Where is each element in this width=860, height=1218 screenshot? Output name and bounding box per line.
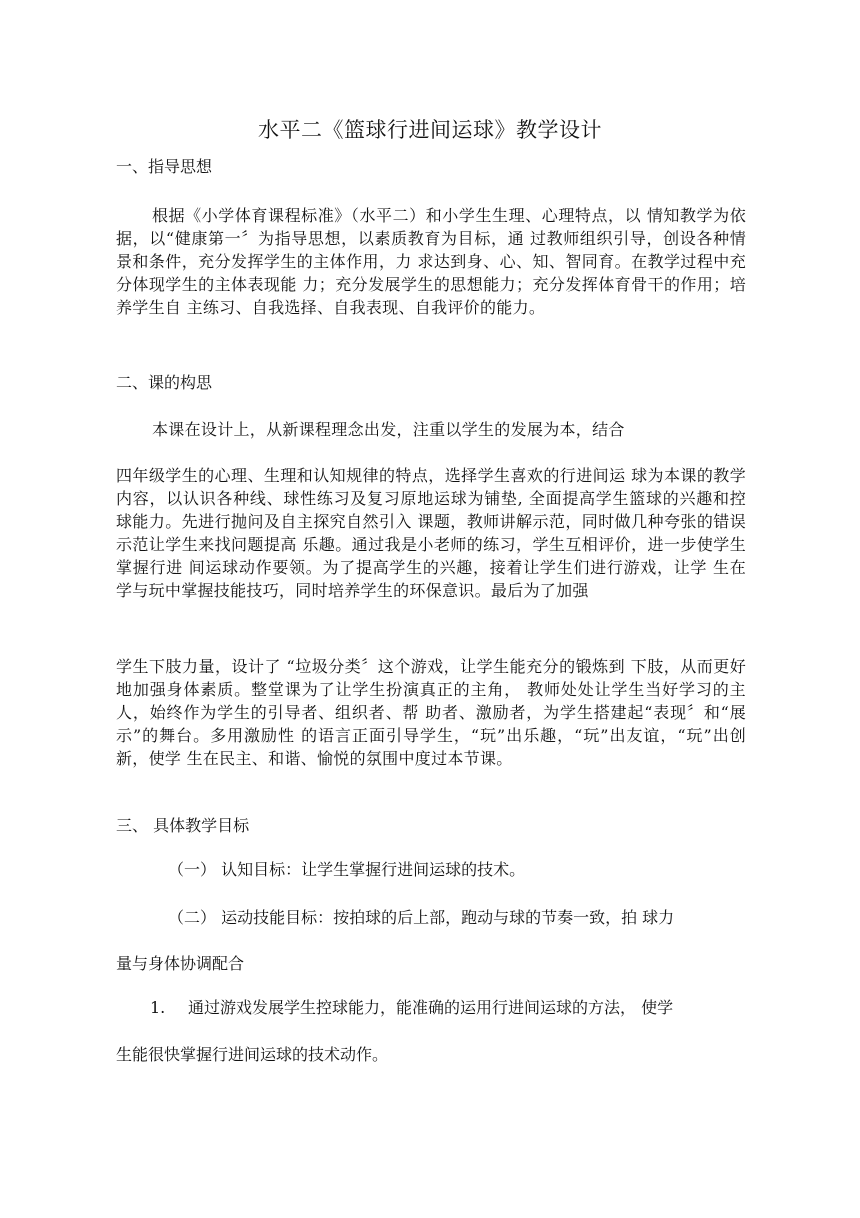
section-heading-guiding-ideology: 一、指导思想	[116, 157, 213, 176]
goal-motor-skill-line1: （二） 运动技能目标：按拍球的后上部，跑动与球的节奏一致，拍 球力	[168, 908, 675, 927]
paragraph-lesson-concept-body: 四年级学生的心理、生理和认知规律的特点，选择学生喜欢的行进间运 球为本课的教学内容，以认识各种线、球性练习及复习原地运球为铺垫, 全面提高学生篮球的兴趣和控球能力。先进行抛问及自主探究自然引入 课题，教师讲解示范，同时做几种夸张的错误示范让学生来找问题提高 乐趣。通过我是小老师的练习，学生互相评价，进一步使学生掌握行进 间运球动作要领。为了提高学生的兴趣，接着让学生们进行游戏，让学 生在学与玩中掌握技能技巧，同时培养学生的环保意识。最后为了加强	[116, 466, 746, 600]
goal-cognitive: （一） 认知目标：让学生掌握行进间运球的技术。	[168, 860, 526, 879]
paragraph-guiding-ideology: 根据《小学体育课程标准》（水平二）和小学生生理、心理特点，以 情知教学为依据，以“健康第一〞为指导思想，以素质教育为目标，通 过教师组织引导，创设各种情景和条件，充分发挥学生的主体作用，力 求达到身、心、知、智同育。在教学过程中充分体现学生的主体表现能 力；充分发展学生的思想能力；充分发挥体育骨干的作用；培养学生自 主练习、自我选择、自我表现、自我评价的能力。	[116, 206, 746, 317]
goal-motor-skill-line2: 量与身体协调配合	[116, 954, 245, 973]
section-heading-lesson-concept: 二、课的构思	[116, 373, 213, 392]
list-item-text-line1: 通过游戏发展学生控球能力，能准确的运用行进间运球的方法， 使学	[188, 998, 674, 1017]
list-item-number: 1.	[150, 998, 166, 1017]
paragraph-lesson-concept-intro: 本课在设计上，从新课程理念出发，注重以学生的发展为本，结合	[152, 420, 625, 439]
section-heading-teaching-goals: 三、 具体教学目标	[116, 816, 250, 835]
document-title: 水平二《篮球行进间运球》教学设计	[258, 118, 602, 142]
paragraph-lesson-concept-continued: 学生下肢力量，设计了 “垃圾分类〞这个游戏，让学生能充分的锻炼到 下肢，从而更好地加强身体素质。整堂课为了让学生扮演真正的主角， 教师处处让学生当好学习的主人，始终作为学生的引导者、组织者、帮 助者、激励者，为学生搭建起“表现〞和“展示”的舞台。多用激励性 的语言正面引导学生，“玩”出乐趣，“玩”出友谊，“玩”出创新，使学 生在民主、和谐、愉悦的氛围中度过本节课。	[116, 657, 746, 768]
list-item-text-line2: 生能很快掌握行进间运球的技术动作。	[116, 1045, 389, 1064]
